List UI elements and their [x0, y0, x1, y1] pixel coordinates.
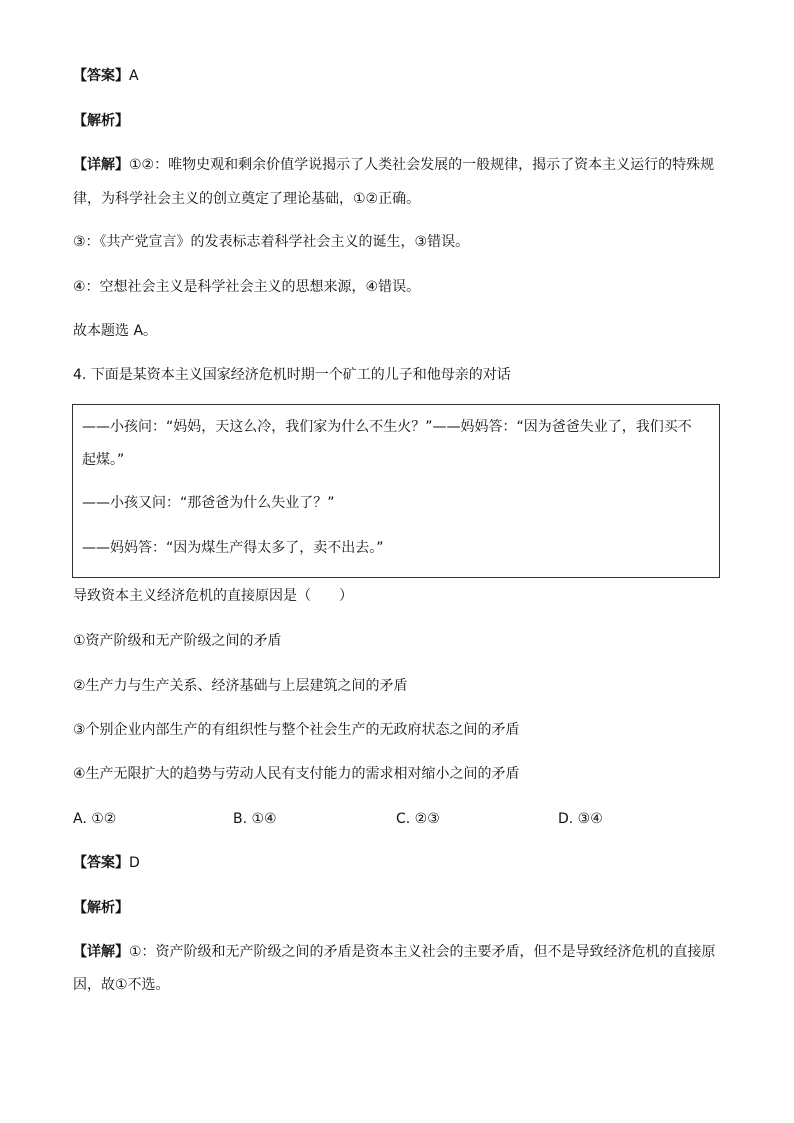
- q4-statement-3: ③个别企业内部生产的有组织性与整个社会生产的无政府状态之间的矛盾: [73, 722, 520, 738]
- option-a: A. ①②: [73, 811, 117, 827]
- dialogue-line-4: ——妈妈答：“因为煤生产得太多了，卖不出去。”: [82, 540, 384, 556]
- q3-analysis-tag: 【解析】: [73, 113, 129, 129]
- q4-detail-line-2: 因，故①不选。: [73, 977, 170, 993]
- dialogue-box: [72, 404, 720, 578]
- option-c: C. ②③: [396, 811, 440, 827]
- detail-text: ①：资产阶级和无产阶级之间的矛盾是资本主义社会的主要矛盾，但不是导致经济危机的直接原: [129, 944, 716, 960]
- q4-stem: 4. 下面是某资本主义国家经济危机时期一个矿工的儿子和他母亲的对话: [73, 367, 511, 383]
- dialogue-line-2: 起煤。”: [82, 452, 125, 468]
- option-d: D. ③④: [558, 811, 603, 827]
- detail-text: ①②：唯物史观和剩余价值学说揭示了人类社会发展的一般规律，揭示了资本主义运行的特殊规: [129, 157, 715, 173]
- q4-detail-line-1: [73, 942, 723, 962]
- answer-value: D: [129, 855, 140, 871]
- detail-tag: 【详解】: [73, 157, 129, 173]
- option-b: B. ①④: [233, 811, 277, 827]
- q3-detail-line-1: [73, 155, 723, 175]
- q3-answer: [73, 66, 723, 86]
- q3-detail-line-2: 律，为科学社会主义的创立奠定了理论基础，①②正确。: [73, 191, 421, 207]
- q4-statement-2: ②生产力与生产关系、经济基础与上层建筑之间的矛盾: [73, 678, 408, 694]
- answer-tag: 【答案】: [73, 855, 129, 871]
- q3-conclusion: 故本题选 A。: [73, 323, 158, 339]
- dialogue-line-1: ——小孩问：“妈妈，天这么冷，我们家为什么不生火？”——妈妈答：“因为爸爸失业了，我们买不: [82, 419, 692, 435]
- q3-item-4: ④：空想社会主义是科学社会主义的思想来源，④错误。: [73, 279, 421, 295]
- answer-tag: 【答案】: [73, 68, 129, 84]
- q4-statement-1: ①资产阶级和无产阶级之间的矛盾: [73, 633, 282, 649]
- q4-statement-4: ④生产无限扩大的趋势与劳动人民有支付能力的需求相对缩小之间的矛盾: [73, 766, 520, 782]
- q4-answer: [73, 853, 723, 873]
- answer-value: A: [129, 68, 139, 84]
- q4-question: 导致资本主义经济危机的直接原因是（ ）: [73, 588, 353, 604]
- q4-analysis-tag: 【解析】: [73, 900, 129, 916]
- dialogue-line-3: ——小孩又问：“那爸爸为什么失业了？”: [82, 495, 335, 511]
- q3-item-3: ③：《共产党宣言》的发表标志着科学社会主义的诞生，③错误。: [73, 234, 470, 250]
- detail-tag: 【详解】: [73, 944, 129, 960]
